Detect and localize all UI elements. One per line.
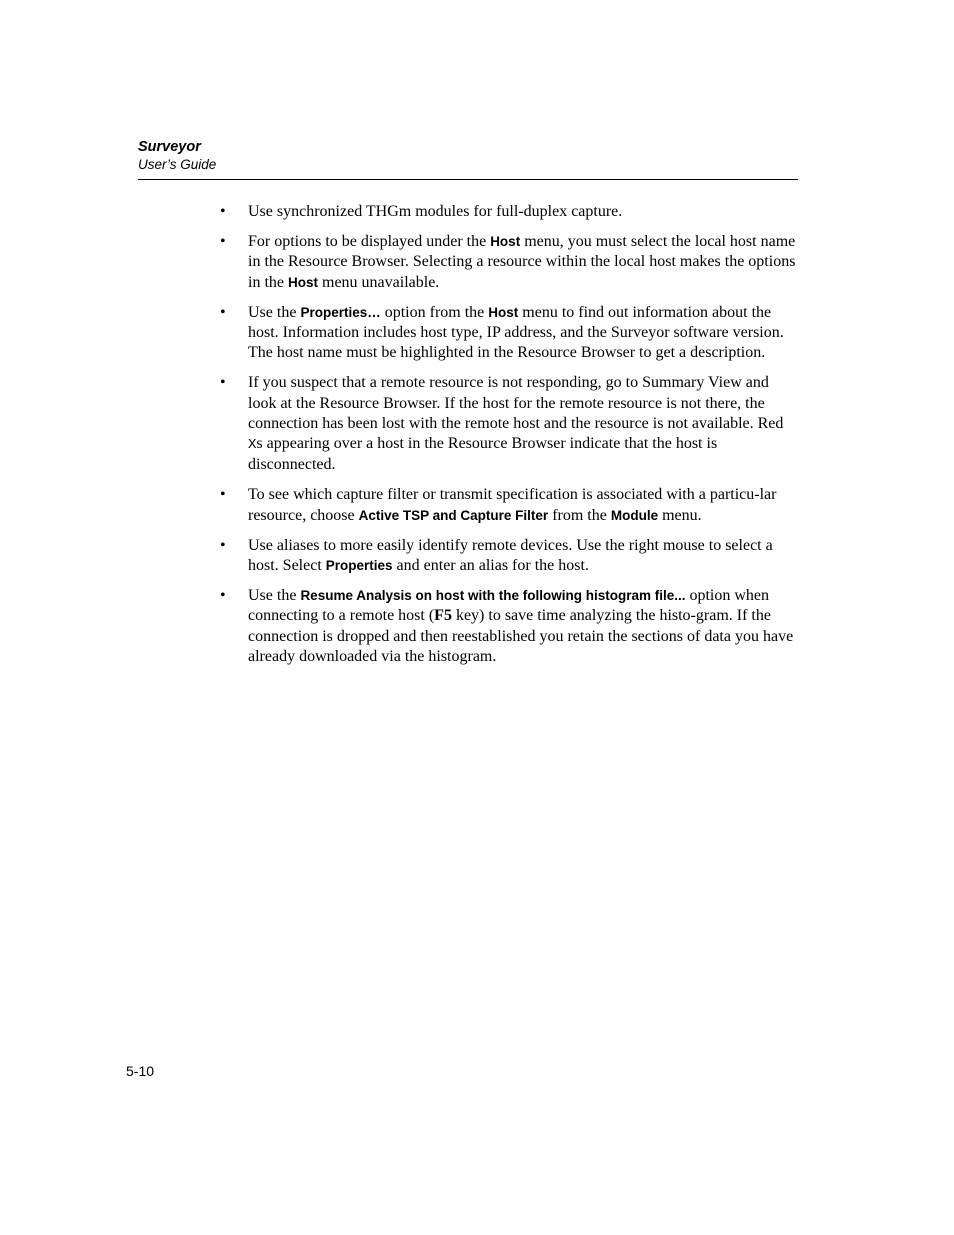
text: For options to be displayed under the xyxy=(248,233,491,251)
option-name-properties: Properties xyxy=(325,558,393,574)
text: menu, you must select the local host name in the Resource Browser. Selecting a resource within the local host makes the options in the xyxy=(248,233,796,291)
menu-name-module: Module xyxy=(610,507,659,523)
list-item xyxy=(220,232,798,293)
header-title: Surveyor xyxy=(138,139,201,155)
option-name-properties: Properties… xyxy=(300,304,381,320)
text: To see which capture filter or transmit specification is associated with a particu-lar resource, choose xyxy=(248,486,777,524)
text: If you suspect that a remote resource is not responding, go to Summary View and look at the Resource Browser. If the host for the remote resource is not there, the connection has been lost with the remote host and the resource is not available. Red xyxy=(248,374,784,432)
list-item xyxy=(220,373,798,475)
text: and enter an alias for the host. xyxy=(392,557,589,575)
running-header xyxy=(138,138,798,174)
text: Use aliases to more easily identify remote devices. Use the right mouse to select a host. Select xyxy=(248,536,773,575)
menu-name-host: Host xyxy=(288,274,318,290)
code-x: X xyxy=(248,437,257,454)
option-name-active-tsp: Active TSP and Capture Filter xyxy=(358,507,549,523)
bullet-icon: • xyxy=(220,303,226,321)
header-rule xyxy=(138,179,798,180)
text: option when connecting to a remote host ( xyxy=(248,587,770,625)
text: key) to save time analyzing the histo-gram. If the connection is dropped and then reestablished you retain the sections of data you have already downloaded via the histogram. xyxy=(248,607,794,665)
menu-name-host: Host xyxy=(490,234,521,250)
bullet-icon: • xyxy=(220,374,226,392)
key-f5: F5 xyxy=(434,607,452,625)
bullet-icon: • xyxy=(220,203,226,220)
text: Use synchronized THGm modules for full-duplex capture. xyxy=(248,203,623,220)
text: option from the xyxy=(380,303,489,321)
text: menu unavailable. xyxy=(318,273,440,291)
header-subtitle: User’s Guide xyxy=(138,157,217,172)
option-name-resume-analysis: Resume Analysis on host with the following histogram file... xyxy=(300,588,686,604)
list-item xyxy=(220,303,798,364)
bullet-icon: • xyxy=(220,233,226,251)
bullet-icon: • xyxy=(220,587,226,605)
tips-list xyxy=(220,202,798,677)
page-number: 5-10 xyxy=(126,1063,155,1079)
text: menu. xyxy=(658,506,702,524)
list-item xyxy=(220,485,798,525)
text: from the xyxy=(548,506,611,524)
text: Use the xyxy=(248,587,301,605)
text: s appearing over a host in the Resource Browser indicate that the host is disconnected. xyxy=(248,435,718,474)
text: menu to find out information about the host. Information includes host type, IP address, and the Surveyor software version. The host name must be highlighted in the Resource Browser to get a description. xyxy=(248,303,784,362)
text: Use the xyxy=(248,303,301,321)
list-item xyxy=(220,202,798,222)
bullet-icon: • xyxy=(220,486,226,504)
menu-name-host: Host xyxy=(488,304,519,320)
list-item xyxy=(220,586,798,667)
list-item xyxy=(220,536,798,576)
bullet-icon: • xyxy=(220,536,226,554)
